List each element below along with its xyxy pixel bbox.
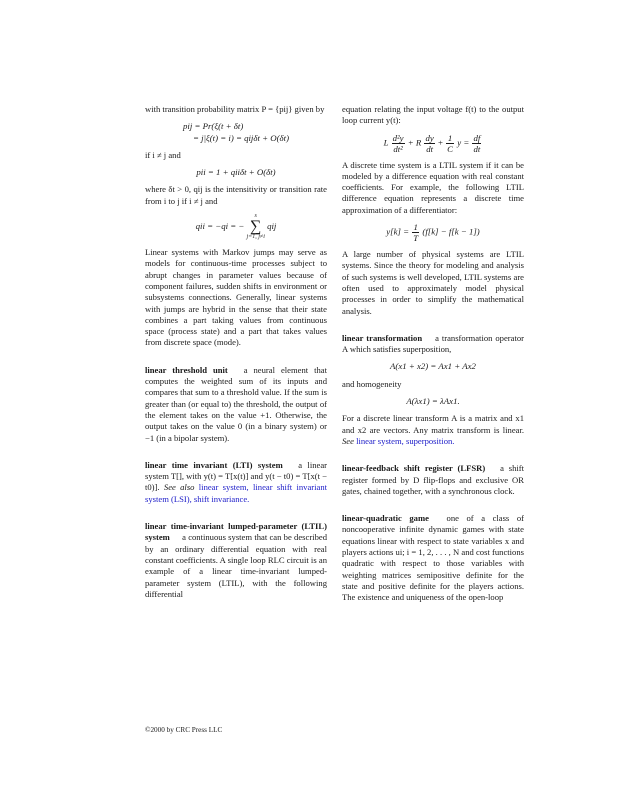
entry-term: linear time-invariant lumped-parameter (LTIL) system: [145, 521, 327, 543]
markov-paragraph: Linear systems with Markov jumps may serve as models for continuous-time processes subject to abrupt changes in parameter values because of component failures, sudden shifts in environment or subsystems connections. Generally, linear systems with jumps are hybrid in the sense that their state combines a part taking values from continuous space (process state) and a part that takes values from discrete space (mode).: [145, 247, 327, 348]
entry-definition: a transformation operator A which satisfies superposition,: [342, 332, 524, 355]
ltil-paragraph: A discrete time system is a LTIL system if it can be modeled by a difference equation with real constant coefficients. For example, the following LTIL difference equation represents a discrete time approximation of a differentiator:: [342, 159, 524, 215]
cross-reference-links[interactable]: linear system, linear shift invariant system (LSI), shift invariance.: [145, 482, 328, 504]
intro-text: with transition probability matrix P = {pij} given by: [145, 104, 325, 114]
entry-term: linear transformation: [342, 332, 423, 343]
entry-term: linear-quadratic game: [342, 513, 429, 524]
entry-term: linear time invariant (LTI) system: [145, 459, 283, 470]
denominator: dt²: [393, 143, 403, 154]
denominator: C: [447, 143, 454, 154]
fraction: [392, 133, 405, 154]
denominator: dt: [473, 143, 481, 154]
entry-definition: a shift register formed by D flip-flops and exclusive OR gates, chained together, with a synchronous clock.: [342, 463, 525, 496]
denominator: dt: [426, 143, 434, 154]
entry-definition: a continuous system that can be described by an ordinary differential equation with real constant coefficients. A single loop RLC circuit is an example of a linear time-invariant lumped-parameter system (LTIL), with the following differential: [145, 532, 327, 599]
homogeneity-text: and homogeneity: [342, 378, 402, 389]
where-text: where δt > 0, qij is the intensitivity or transition rate from i to j if i ≠ j and: [145, 184, 327, 206]
discrete-text: For a discrete linear transform A is a matrix and x1 and x2 are vectors. Any matrix transform is linear.: [342, 413, 524, 435]
entry-linear-quadratic-game: [342, 513, 524, 603]
numerator: dy: [425, 132, 434, 143]
see-label: See: [342, 435, 354, 446]
difference-equation: [342, 222, 524, 243]
transition-equation-line2: = j|ξ(t) = i) = qijδt + O(δt): [192, 132, 289, 143]
denominator: T: [413, 233, 419, 244]
see-also-label: See also: [163, 482, 195, 493]
fraction: [446, 133, 454, 154]
sum-equation-lhs: qii = −qi = −: [195, 221, 245, 232]
transition-equation: [145, 121, 327, 144]
diagonal-equation: pii = 1 + qiiδt + O(δt): [196, 167, 276, 178]
difference-lhs: y[k] =: [386, 226, 410, 237]
rlc-term: +: [437, 137, 443, 148]
superposition-equation: A(x1 + x2) = Ax1 + Ax2: [390, 361, 476, 372]
fraction: [412, 222, 419, 243]
rlc-term: + R: [407, 137, 422, 148]
right-column: [342, 104, 524, 604]
rlc-term: y =: [457, 137, 470, 148]
copyright-footer: ©2000 by CRC Press LLC: [145, 726, 223, 734]
entry-definition: a neural element that computes the weighted sum of its inputs and compares that sum to a threshold value. If the sum is greater than (or equal to) the threshold, the output of the element takes on the value +1. Otherwise, the output takes on the value 0 (in a binary system) or −1 (in a bipolar system).: [145, 364, 327, 443]
entry-ltil-system: [145, 521, 327, 600]
continuation-text: equation relating the input voltage f(t) to the output loop current y(t):: [342, 104, 524, 126]
condition-text: if i ≠ j and: [145, 149, 181, 160]
transition-equation-line1: pij = Pr(ξ(t + δt): [182, 121, 244, 132]
entry-term: linear-feedback shift register (LFSR): [342, 463, 486, 474]
discrete-transform-text: [342, 413, 524, 447]
cross-reference-links[interactable]: linear system, superposition.: [356, 435, 455, 446]
numerator: df: [473, 132, 481, 143]
entry-term: linear threshold unit: [145, 364, 228, 375]
entry-linear-threshold-unit: [145, 365, 327, 444]
numerator: d²y: [392, 132, 404, 143]
physical-systems-paragraph: A large number of physical systems are LTIL systems. Since the theory for modeling and analysis of such systems is well developed, LTIL systems are often used to approximately model physical processes in order to simplify the mathematical analysis.: [342, 249, 524, 316]
fraction: [472, 133, 481, 154]
entry-linear-transformation: [342, 333, 524, 356]
summation-symbol: s ∑ j=1, j≠i: [246, 213, 265, 241]
entry-lfsr: [342, 463, 524, 497]
rlc-term: L: [383, 137, 389, 148]
left-column: [145, 104, 327, 600]
summation-lower-limit: j=1, j≠i: [246, 234, 265, 241]
fraction: [424, 133, 434, 154]
sum-equation-rhs: qij: [267, 221, 277, 232]
sum-equation: [145, 213, 327, 241]
numerator: 1: [413, 222, 418, 233]
difference-rhs: (f[k] − f[k − 1]): [422, 226, 480, 237]
entry-linear-time-invariant-system: [145, 460, 327, 505]
rlc-equation: [342, 133, 524, 154]
entry-definition: a linear system T[], with y(t) = T[x(t)] and y(t − t0) = T[x(t − t0)].: [145, 459, 327, 493]
entry-definition: one of a class of noncooperative infinite dynamic games with state equations linear with respect to state variables x and players actions ui; i = 1, 2, . . . , N and cost functions quadratic with respect to those variables with weighting matrices semipositive definite for the state and positive definite for the players actions. The existence and uniqueness of the open-loop: [342, 513, 524, 603]
homogeneity-equation: A(λx1) = λAx1.: [406, 396, 460, 407]
numerator: 1: [447, 132, 453, 143]
summation-upper-limit: s: [254, 213, 257, 220]
